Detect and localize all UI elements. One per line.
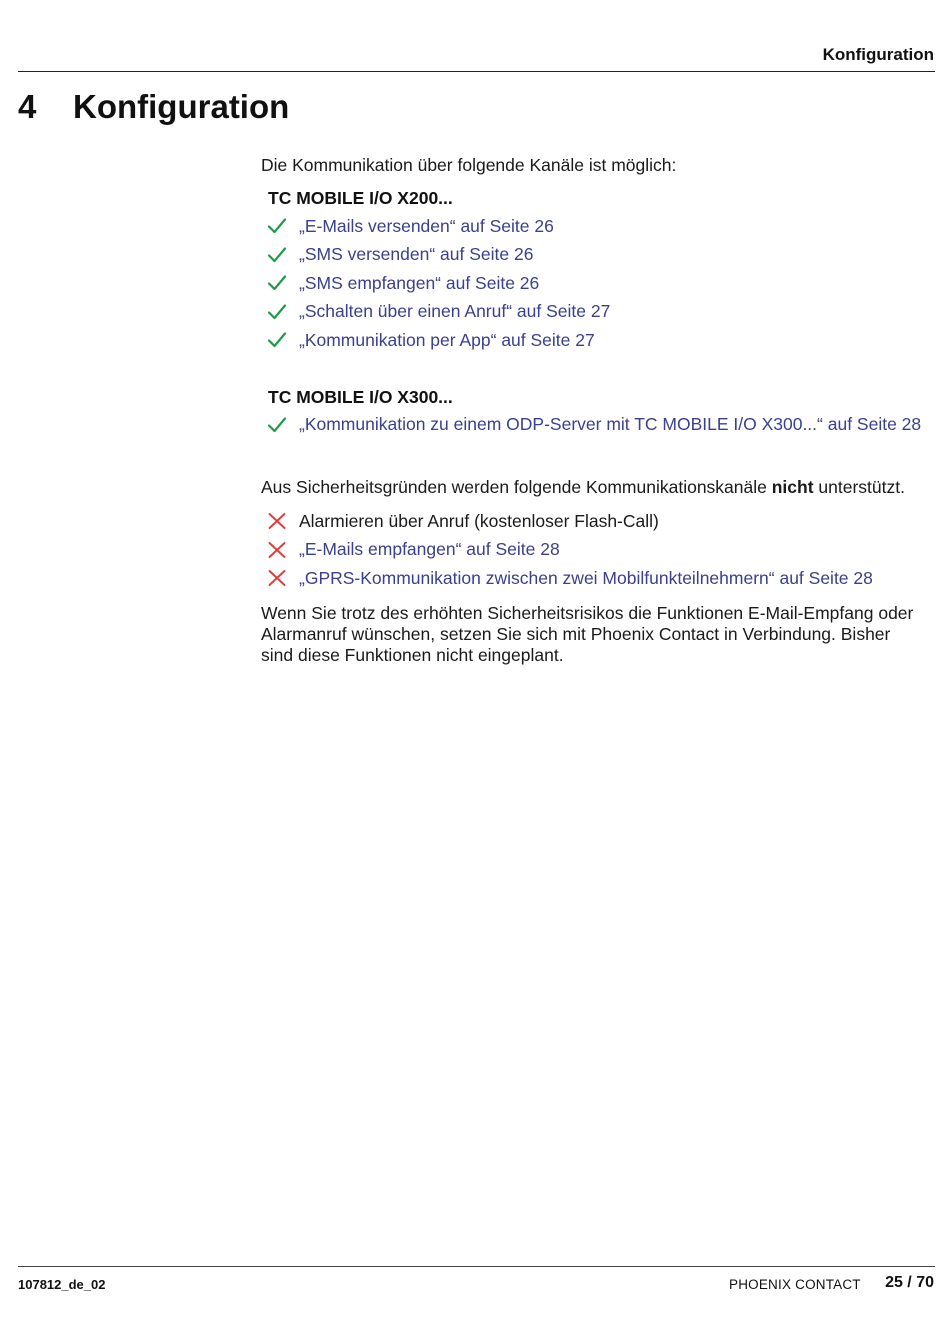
device-heading-x200: TC MOBILE I/O X200... <box>268 188 453 208</box>
cross-reference-link[interactable]: „SMS empfangen“ auf Seite 26 <box>299 272 540 293</box>
list-item[interactable] <box>261 564 926 593</box>
chapter-number: 4 <box>18 88 37 125</box>
unsupported-list <box>261 507 926 593</box>
list-item[interactable] <box>261 269 926 298</box>
cross-reference-link[interactable]: „Schalten über einen Anruf“ auf Seite 27 <box>299 301 611 322</box>
supported-group-x300 <box>261 383 926 440</box>
main-content <box>261 155 926 666</box>
list-item[interactable] <box>261 298 926 327</box>
cross-reference-link[interactable]: „Kommunikation per App“ auf Seite 27 <box>299 329 595 350</box>
chapter-title-text: Konfiguration <box>73 88 290 125</box>
list-item[interactable] <box>261 536 926 565</box>
footer-divider <box>18 1266 935 1267</box>
list-item <box>261 507 926 536</box>
document-id: 107812_de_02 <box>18 1277 106 1292</box>
security-text-before: Aus Sicherheitsgründen werden folgende Kommunikationskanäle <box>261 477 772 497</box>
list-item[interactable] <box>261 212 926 241</box>
cross-icon <box>267 511 287 531</box>
supported-group-x200 <box>261 184 926 355</box>
closing-paragraph: Wenn Sie trotz des erhöhten Sicherheitsrisikos die Funktionen E-Mail-Empfang oder Alarmanruf wünschen, setzen Sie sich mit Phoenix Contact in Verbindung. Bisher sind diese Funktionen nicht eingeplant. <box>261 602 914 665</box>
security-paragraph <box>261 477 926 498</box>
list-item[interactable] <box>261 411 926 440</box>
check-icon <box>267 273 287 293</box>
check-icon <box>267 330 287 350</box>
page-number: 25 / 70 <box>885 1274 934 1291</box>
check-icon <box>267 302 287 322</box>
cross-icon <box>267 568 287 588</box>
cross-reference-link[interactable]: „SMS versenden“ auf Seite 26 <box>299 244 534 265</box>
device-heading-x300: TC MOBILE I/O X300... <box>268 386 453 407</box>
check-icon <box>267 415 287 435</box>
list-item[interactable] <box>261 326 926 355</box>
intro-paragraph: Die Kommunikation über folgende Kanäle ist möglich: <box>261 155 677 175</box>
header-divider <box>18 71 935 72</box>
cross-reference-link[interactable]: „Kommunikation zu einem ODP-Server mit TC MOBILE I/O X300...“ auf Seite 28 <box>299 414 922 435</box>
check-icon <box>267 245 287 265</box>
cross-reference-link[interactable]: „E-Mails versenden“ auf Seite 26 <box>299 215 554 236</box>
security-emphasis: nicht <box>771 477 814 497</box>
chapter-title <box>18 88 289 126</box>
check-icon <box>267 216 287 236</box>
unsupported-item-text: Alarmieren über Anruf (kostenloser Flash-Call) <box>299 510 659 531</box>
list-item[interactable] <box>261 241 926 270</box>
company-name: PHOENIX CONTACT <box>729 1277 861 1292</box>
security-text-after: unterstützt. <box>813 477 905 497</box>
cross-reference-link[interactable]: „E-Mails empfangen“ auf Seite 28 <box>299 539 560 560</box>
cross-reference-link[interactable]: „GPRS-Kommunikation zwischen zwei Mobilfunkteilnehmern“ auf Seite 28 <box>299 567 873 588</box>
running-header-title: Konfiguration <box>822 45 934 64</box>
cross-icon <box>267 540 287 560</box>
